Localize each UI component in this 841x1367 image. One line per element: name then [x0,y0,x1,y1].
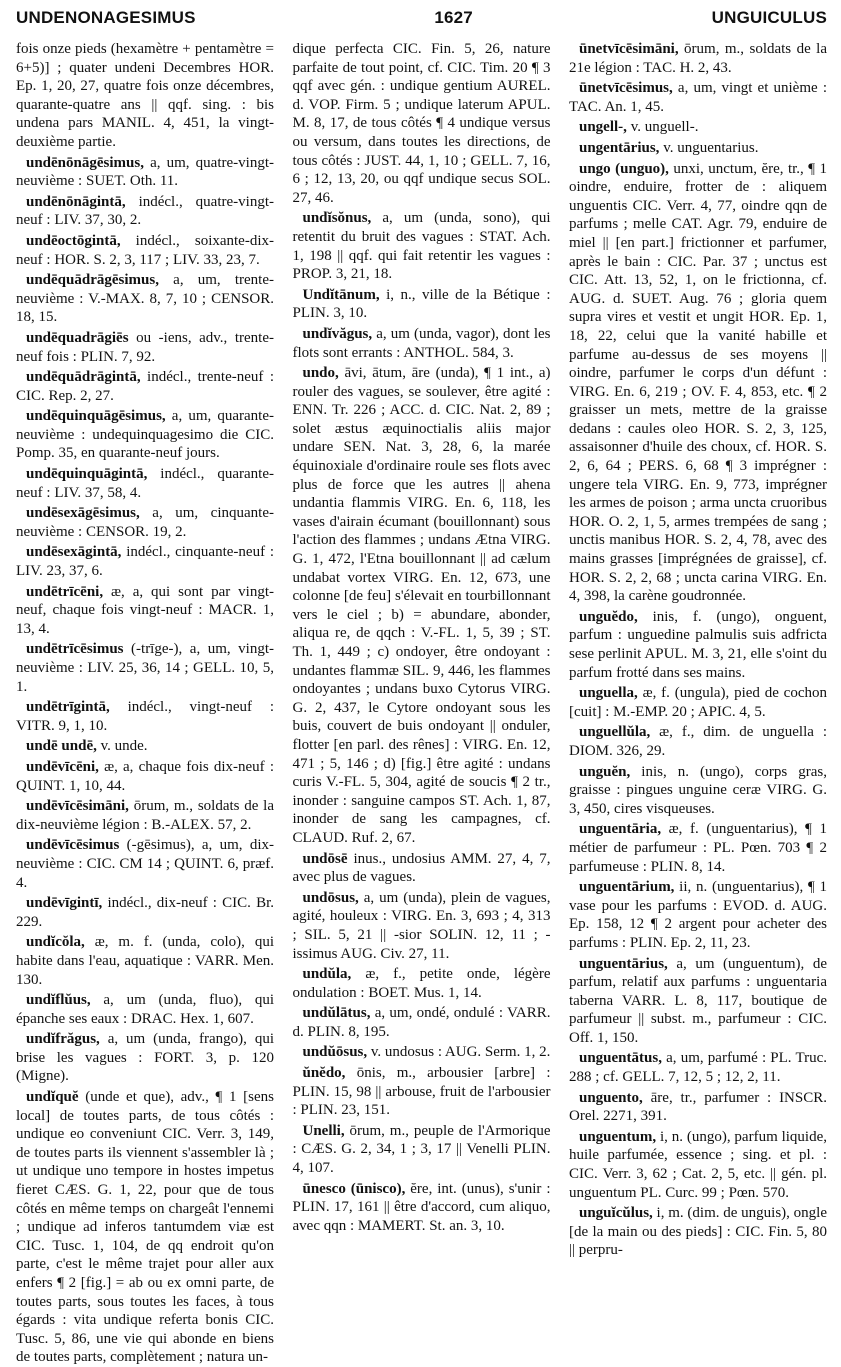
entry-headword: undēsexāgintā, [26,544,122,561]
entry-definition: a, um, quatre-vingt-neuvième : SUET. Oth. 11. [16,154,274,190]
entry-definition: æ, f., dim. de unguella : DIOM. 326, 29. [569,724,827,759]
dictionary-entry [16,698,274,735]
dictionary-entry [569,723,827,760]
entry-definition: inus., undosius AMM. 27, 4, 7, avec plus de vagues. [292,850,551,886]
entry-definition: indécl., vingt-neuf : VITR. 9, 1, 10. [16,699,274,734]
entry-headword: Unelli, [302,1122,345,1139]
column-right [569,40,827,1367]
entry-headword: undēquinquāgintā, [26,466,148,483]
dictionary-entry [16,737,274,756]
header-left-guideword: UNDENONAGESIMUS [16,8,196,27]
dictionary-entry [16,232,274,269]
entry-headword: undĭquĕ [26,1089,79,1106]
entry-definition: ōrum, m., peuple de l'Armorique : CÆS. G. 2, 34, 1 ; 3, 17 || Venelli PLIN. 4, 107. [292,1122,551,1177]
entry-headword: undēvīcēsimus [26,837,120,854]
entry-headword: undēquādrāgēsimus, [26,272,159,289]
entry-headword: undŭla, [302,966,352,983]
dictionary-entry [569,79,827,116]
dictionary-entry [16,758,274,795]
entry-definition: indécl., quatre-vingt-neuf : LIV. 37, 30, 2. [16,193,274,229]
entry-definition: indécl., quarante-neuf : LIV. 37, 58, 4. [16,466,274,501]
entry-definition: indécl., trente-neuf : CIC. Rep. 2, 27. [16,369,274,404]
entry-definition: æ, f., petite onde, légère ondulation : BOET. Mus. 1, 14. [292,966,551,1001]
entry-definition: a, um (unda, fluo), qui épanche ses eaux : DRAC. Hex. 1, 607. [16,992,274,1027]
dictionary-entry [569,878,827,952]
entry-definition: a, um (unda), plein de vagues, agité, houleux : VIRG. En. 3, 693 ; 4, 313 ; SIL. 5, 21 || -sior SOLIN. 12, 11 ; -issimus AUG. Civ. 27, 11. [292,889,551,962]
entry-definition: dique perfecta CIC. Fin. 5, 26, nature parfaite de tout point, cf. CIC. Tim. 20 ¶ 3 qqf avec gén. : undique gentium AUREL. d. VOP. Firm. 5 ; undique laterum APUL. M. 8, 17, de tous côtés ¶ 4 undique versus ou versum, dans toutes les directions, de tous côtés : JUST. 44, 1, 10 ; GELL. 7, 16, 6 ; 12, 13, 20, ou qqf undique secus SOL. 27, 46. [292,41,551,206]
dictionary-entry [16,933,274,989]
entry-definition: (-gēsimus), a, um, dix-neuvième : CIC. CM 14 ; QUINT. 6, præf. 4. [16,837,274,891]
entry-definition: i, m. (dim. de unguis), ongle [de la main ou des pieds] : CIC. Fin. 5, 80 || perpru- [569,1205,827,1259]
entry-headword: undēquadrāgiēs [26,329,129,346]
entry-headword: undĭcŏla, [26,934,85,951]
entry-headword: ungell-, [579,119,627,136]
dictionary-entry [16,894,274,931]
entry-definition: inis, f. (ungo), onguent, parfum : unguedine palmulis suis adfricta sese perlinit APUL. M. 3, 21, elle s'oint du parfum frotté dans ses mains. [569,608,827,681]
entry-headword: undēsexāgēsimus, [26,505,140,522]
dictionary-entry [293,1004,551,1041]
dictionary-entry [16,504,274,541]
entry-definition: a, um (unguentum), de parfum, relatif aux parfums : unguentaria taberna VARR. L. 8, 117, boutique de parfumeur || subst. m., parfumeur : CIC. Off. 1, 150. [569,955,827,1046]
entry-definition: inis, n. (ungo), corps gras, graisse : pingues unguine ceræ VIRG. G. 3, 450, cires visqueuses. [569,763,827,817]
dictionary-entry [293,364,551,847]
dictionary-entry [16,193,274,230]
entry-definition: ōrum, m., soldats de la 21e légion : TAC. H. 2, 43. [569,41,827,76]
entry-definition: i, n., ville de la Bétique : PLIN. 3, 10. [292,286,551,322]
entry-headword: ūnetvīcēsimus, [579,80,673,97]
dictionary-entry [293,1122,551,1178]
entry-definition: æ, f. (ungula), pied de cochon [cuit] : M.-EMP. 20 ; APIC. 4, 5. [569,685,827,720]
dictionary-entry [16,543,274,580]
dictionary-entry [16,465,274,502]
entry-definition: a, um, cinquante-neuvième : CENSOR. 19, 2. [16,505,274,540]
entry-definition: a, um (unda, vagor), dont les flots sont errants : ANTHOL. 584, 3. [292,325,551,361]
entry-definition: æ, a, qui sont par vingt-neuf, chaque fois vingt-neuf : MACR. 1, 13, 4. [16,583,274,637]
dictionary-entry [16,368,274,405]
entry-headword: undēnōnāgintā, [26,193,126,210]
entry-definition: unxi, unctum, ĕre, tr., ¶ 1 oindre, enduire, frotter de : aliquem unguentis CIC. Verr. 4, 77, oindre qqn de parfums ; melle CAT. Agr. 79, enduire de miel || [en part.] frictionner et parfumer, après le bain : CIC. Par. 37 ; unctus est CIC. Att. 13, 52, 1, on le frictionna, cf. AUG. d. SUET. Aug. 76 ; gloria quem supra vires et vestit et ungit HOR. Ep. 1, 18, 22, celui que la vanité habille et parfume au-dessus de ses moyens || oindre, parfumer le corps d'un défunt : VIRG. En. 6, 219 ; OV. F. 4, 853, etc. ¶ 2 graisser un mets, mettre de la graisse dedans : caules oleo HOR. S. 2, 3, 125, assaisonner d'huile des choux, cf. HOR. S. 2, 6, 64 ; PERS. 6, 68 ¶ 3 imprégner : ungere tela VIRG. En. 9, 773, imprégner les armes de poison ; arma uncta cruoribus HOR. O. 2, 1, 5, armes trempées de sang ; unctis manibus HOR. S. 2, 4, 78, avec des mains grasses [imprégnées de graisse], cf. HOR. S. 2, 2, 68 ; uncta carina VIRG. En. 4, 398, la carène goudronnée. [569,160,828,605]
entry-definition: æ, f. (unguentarius), ¶ 1 métier de parfumeur : PL. Pœn. 703 ¶ 2 parfumeuse : PLIN. 8, 14. [569,821,827,875]
dictionary-entry [569,118,827,137]
entry-headword: Undĭtānum, [302,286,380,303]
dictionary-entry [569,955,827,1048]
entry-headword: undē undē, [26,738,97,755]
dictionary-entry [16,640,274,696]
entry-definition: æ, a, chaque fois dix-neuf : QUINT. 1, 10, 44. [16,758,274,794]
dictionary-entry [293,325,551,362]
dictionary-entry [569,1128,827,1202]
entry-headword: undōsē [302,850,348,867]
entry-headword: undēoctōgintā, [26,232,121,249]
dictionary-entry [16,329,274,366]
entry-headword: undēnōnāgēsimus, [26,154,144,171]
dictionary-entry [16,1030,274,1086]
entry-headword: ūnetvīcēsimāni, [579,41,679,57]
entry-headword: unguentātus, [579,1050,662,1067]
dictionary-entry [293,286,551,323]
dictionary-entry [293,209,551,283]
dictionary-entry [569,139,827,158]
entry-headword: unguĕn, [579,763,631,780]
entry-definition: indécl., dix-neuf : CIC. Br. 229. [16,895,274,930]
entry-headword: undētrīgintā, [26,699,110,716]
entry-headword: unguella, [579,685,638,702]
column-left [16,40,274,1367]
text-columns [16,40,827,1367]
entry-headword: unguellŭla, [579,724,651,741]
entry-headword: unguentāria, [579,821,662,838]
entry-definition: āvi, ātum, āre (unda), ¶ 1 int., a) rouler des vagues, se soulever, être agité : ENN. Tr. 226 ; ACC. d. CIC. Nat. 2, 89 ; solet æstus æquinoctialis aliis major undare SEN. Nat. 3, 28, 6, la marée équinoxiale d'ordinaire roule ses flots avec plus de force que les autres || ahena undantia flammis VIRG. En. 6, 118, les vases d'airain écumant (bouillonnant) sous l'action des flammes ; undans Ætna VIRG. G. 1, 472, l'Etna bouillonnant || ad cælum undabat vortex VIRG. En. 12, 673, une colonne [de feu] s'élevait en tourbillonnant vers le ciel ; b) = abundare, abonder, aliqua re, de qqch : V.-FL. 1, 5, 39 ; ST. Th. 1, 449 ; c) ondoyer, être ondoyant : undantes flammæ SIL. 9, 446, les flammes ondoyantes ; undans buxo Cytorus VIRG. G. 2, 437, le Cytore ondoyant sous les buis, couvert de buis ondoyant || onduler, flotter [en parl. des rênes] : VIRG. En. 12, 471 ; 5, 146 ; d) [fig.] être agité : undans curis V.-FL. 5, 304, agité de soucis ¶ 2 tr., inonder : sanguine campos ST. Ach. 1, 87, inonder de sang les campagnes, cf. CLAUD. Ruf. 2, 67. [292,365,551,846]
dictionary-entry [569,160,827,606]
dictionary-entry [16,1088,274,1367]
entry-definition: fois onze pieds (hexamètre + pentamètre = 6+5)] ; quater undeni Decembres HOR. Ep. 1, 20, 27, quatre fois onze décembres, quarante-quatre ans || qqf. sing. : bis undena pars MANIL. 4, 451, la vingt-deuxième partie. [16,41,274,150]
entry-definition: a, um (unda, frango), qui brise les vagues : FORT. 3, p. 120 (Migne). [16,1031,274,1085]
entry-headword: unguĭcŭlus, [579,1205,653,1222]
entry-definition: āre, tr., parfumer : INSCR. Orel. 2271, 391. [569,1089,827,1125]
dictionary-entry [569,684,827,721]
entry-headword: undēvīcēni, [26,758,99,775]
dictionary-entry [293,1043,551,1062]
entry-definition: a, um (unda, sono), qui retentit du bruit des vagues : STAT. Ach. 1, 198 || qqf. qui fait retentir les vagues : PROP. 3, 21, 18. [292,210,551,283]
entry-headword: undēvīgintī, [26,895,103,912]
entry-definition: v. undosus : AUG. Serm. 1, 2. [367,1044,551,1061]
running-header [16,8,827,40]
dictionary-entry [569,763,827,819]
entry-headword: undēquinquāgēsimus, [26,408,166,425]
dictionary-entry [569,40,827,77]
dictionary-entry [569,1049,827,1086]
entry-headword: ŭnĕdo, [302,1065,346,1082]
entry-definition: indécl., cinquante-neuf : LIV. 23, 37, 6. [16,544,274,580]
entry-headword: undōsus, [302,889,359,906]
entry-definition: v. unde. [96,738,148,755]
entry-headword: undŭōsus, [302,1044,368,1061]
entry-headword: ūnesco (ūnisco), [302,1180,406,1197]
dictionary-entry [293,965,551,1002]
entry-definition: a, um, parfumé : PL. Truc. 288 ; cf. GELL. 7, 12, 5 ; 12, 2, 11. [569,1050,827,1086]
entry-headword: unguentārium, [579,879,675,896]
entry-headword: undĭsŏnus, [302,210,372,227]
entry-definition: v. unguentarius. [659,139,759,156]
dictionary-entry [16,154,274,191]
page-number: 1627 [434,8,473,27]
dictionary-entry [16,797,274,834]
header-right-guideword: UNGUICULUS [711,8,827,27]
entry-headword: undĭfrăgus, [26,1031,100,1048]
entry-headword: undēvīcēsimāni, [26,798,129,815]
entry-definition: v. unguell-. [626,119,699,136]
entry-headword: unguentārius, [579,955,668,972]
entry-definition: (unde et que), adv., ¶ 1 [sens local] de toutes parts, de tous côtés : undique eo conveniunt CIC. Verr. 3, 149, de toutes parts ils viennent s'assembler là ; ut undique uno tempore in hostes impetus fieret CÆS. G. 1, 22, pour que de tous côtés en même temps on chargeât l'ennemi ; undique ad inferos tantumdem viæ est CIC. Tusc. 1, 104, de qq endroit qu'on parte, c'est le même trajet pour aller aux enfers ¶ 2 [fig.] = ab ou ex omni parte, de toutes parts, sous toutes les faces, à tous égards : vita undique referta bonis CIC. Tusc. 5, 86, une vie qui abonde en biens de toutes parts, complètement ; natura un- [16,1089,274,1366]
entry-definition: ii, n. (unguentarius), ¶ 1 vase pour les parfums : EVOD. d. AUG. Ep. 158, 12 ¶ 2 argent pour acheter des parfums : PLIN. Ep. 2, 11, 23. [569,879,827,951]
entry-definition: æ, m. f. (unda, colo), qui habite dans l'eau, aquatique : VARR. Men. 130. [16,934,274,988]
entry-definition: a, um, trente-neuvième : V.-MAX. 8, 7, 10 ; CENSOR. 18, 15. [16,272,274,326]
entry-definition: a, um, quarante-neuvième : undequinquagesimo die CIC. Pomp. 35, en quarante-neuf jours. [16,408,274,462]
dictionary-entry [293,1064,551,1120]
dictionary-entry [569,608,827,682]
dictionary-entry [293,850,551,887]
dictionary-entry [569,820,827,876]
dictionary-entry [16,583,274,639]
entry-headword: undĭvăgus, [302,325,373,342]
entry-definition: a, um, ondé, ondulé : VARR. d. PLIN. 8, 195. [292,1005,551,1040]
entry-headword: undŭlātus, [302,1005,371,1022]
entry-headword: unguento, [579,1089,643,1106]
dictionary-entry [293,889,551,963]
dictionary-entry [16,407,274,463]
dictionary-entry [293,40,551,207]
entry-definition: (-trīge-), a, um, vingt-neuvième : LIV. 25, 36, 14 ; GELL. 10, 5, 1. [16,641,274,695]
entry-definition: indécl., soixante-dix-neuf : HOR. S. 2, 3, 117 ; LIV. 33, 23, 7. [16,232,274,268]
dictionary-entry [16,991,274,1028]
dictionary-entry [16,271,274,327]
entry-headword: undētrīcēni, [26,583,104,600]
entry-definition: i, n. (ungo), parfum liquide, huile parfumée, essence ; sing. et pl. : CIC. Verr. 3, 62 ; Cat. 2, 5, etc. || gén. pl. unguentum PL. Curc. 99 ; Pœn. 570. [569,1128,827,1201]
entry-definition: ĕre, int. (unus), s'unir : PLIN. 17, 161 || être d'accord, cum aliquo, avec qqn : MAMERT. St. an. 3, 10. [292,1180,551,1234]
dictionary-entry [293,1180,551,1236]
dictionary-entry [569,1089,827,1126]
column-middle [293,40,551,1367]
entry-headword: undo, [302,365,339,382]
dictionary-entry [569,1204,827,1260]
entry-headword: undēquādrāgintā, [26,369,141,386]
dictionary-entry [16,40,274,152]
entry-definition: a, um, vingt et unième : TAC. An. 1, 45. [569,80,827,115]
entry-headword: undĭflŭus, [26,992,91,1009]
entry-headword: undētrīcēsimus [26,641,124,658]
entry-definition: ōrum, m., soldats de la dix-neuvième légion : B.-ALEX. 57, 2. [16,798,274,833]
entry-definition: ōnis, m., arbousier [arbre] : PLIN. 15, 98 || arbouse, fruit de l'arbousier : PLIN. 23, 151. [292,1065,551,1119]
entry-headword: ungentārius, [579,139,660,156]
dictionary-entry [16,836,274,892]
entry-definition: ou -iens, adv., trente-neuf fois : PLIN. 7, 92. [16,329,274,365]
entry-headword: ungo (unguo), [579,160,669,177]
entry-headword: unguentum, [579,1128,657,1145]
entry-headword: unguĕdo, [579,608,638,625]
